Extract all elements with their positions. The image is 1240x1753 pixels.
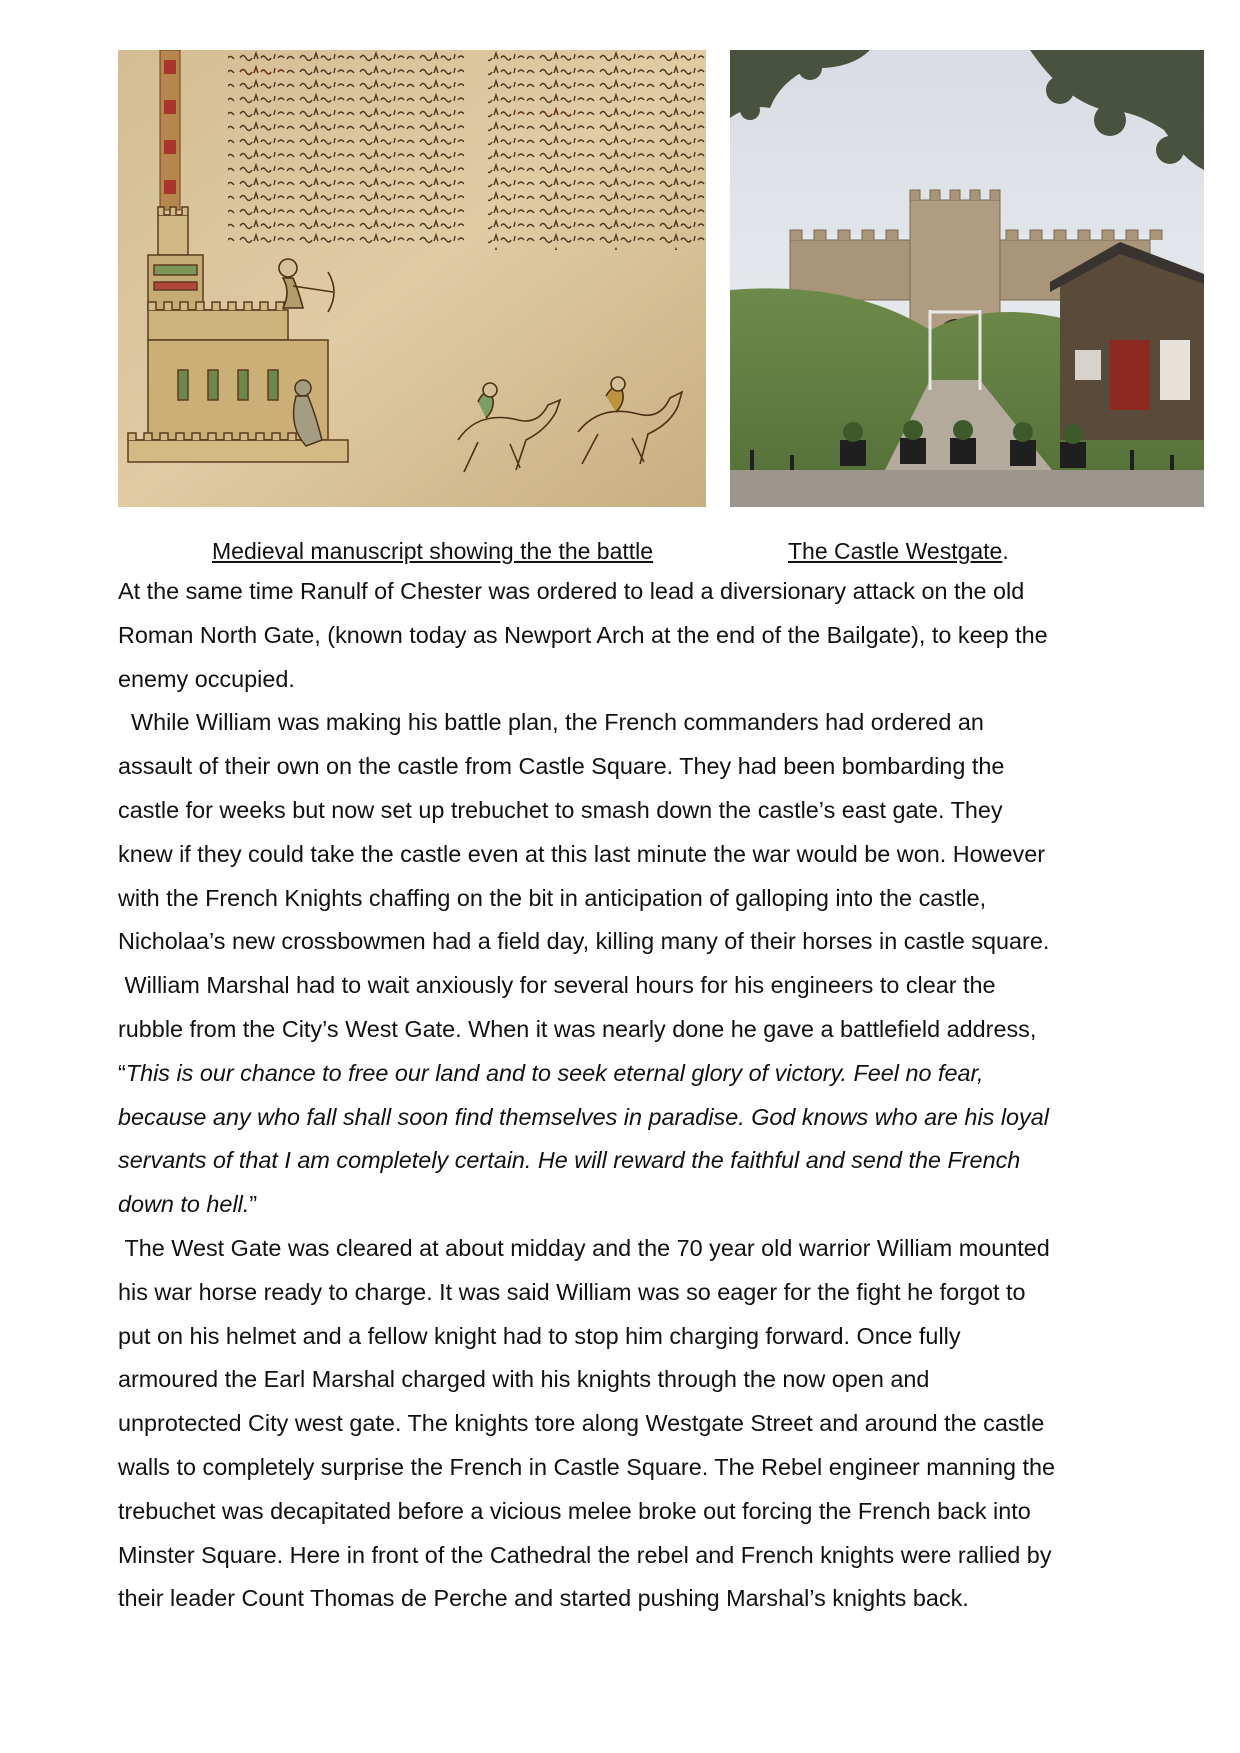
manuscript-caption — [212, 536, 653, 566]
text-line: put on his helmet and a fellow knight had to stop him charging forward. Once fully — [118, 1322, 961, 1349]
text-line: walls to completely surprise the French in Castle Square. The Rebel engineer manning the — [118, 1453, 1055, 1480]
text-line: assault of their own on the castle from Castle Square. They had been bombarding the — [118, 753, 1005, 780]
castle-caption-suffix: . — [1002, 538, 1009, 564]
text-line: The West Gate was cleared at about midday and the 70 year old warrior William mounted — [118, 1234, 1050, 1261]
quote-line: servants of that I am completely certain. He will reward the faithful and send the French — [118, 1147, 1021, 1174]
text-line: their leader Count Thomas de Perche and started pushing Marshal’s knights back. — [118, 1585, 969, 1612]
quote-text: This is our chance to free our land and to seek eternal glory of victory. Feel no fear, — [125, 1059, 984, 1086]
text-line: armoured the Earl Marshal charged with his knights through the now open and — [118, 1366, 930, 1393]
quote-line: because any who fall shall soon find themselves in paradise. God knows who are his loyal — [118, 1103, 1049, 1130]
text-line: Nicholaa’s new crossbowmen had a field day, killing many of their horses in castle square. — [118, 928, 1050, 955]
manuscript-illustration — [118, 50, 706, 507]
manuscript-image — [118, 50, 706, 507]
text-line: William Marshal had to wait anxiously for several hours for his engineers to clear the — [118, 972, 996, 999]
text-line: his war horse ready to charge. It was said William was so eager for the fight he forgot to — [118, 1278, 1026, 1305]
text-line: While William was making his battle plan, the French commanders had ordered an — [118, 709, 984, 736]
text-line: At the same time Ranulf of Chester was ordered to lead a diversionary attack on the old — [118, 578, 1025, 604]
text-line: knew if they could take the castle even at this last minute the war would be won. However — [118, 840, 1046, 867]
quote-line — [118, 1052, 1128, 1096]
castle-westgate-image — [730, 50, 1204, 507]
text-line: rubble from the City’s West Gate. When it was nearly done he gave a battlefield address, — [118, 1015, 1037, 1042]
text-line: enemy occupied. — [118, 665, 295, 692]
castle-caption — [788, 536, 1009, 566]
quote-line — [118, 1183, 1128, 1227]
text-line: trebuchet was decapitated before a vicious melee broke out forcing the French back into — [118, 1497, 1031, 1524]
castle-caption-text: The Castle Westgate — [788, 538, 1003, 564]
quote-close-mark: ” — [249, 1191, 258, 1218]
quote-text: down to hell. — [118, 1191, 250, 1218]
text-line: Roman North Gate, (known today as Newport Arch at the end of the Bailgate), to keep the — [118, 621, 1048, 648]
quote-open-mark: “ — [118, 1059, 126, 1086]
text-line: with the French Knights chaffing on the bit in anticipation of galloping into the castle, — [118, 884, 987, 911]
text-line: Minster Square. Here in front of the Cathedral the rebel and French knights were rallied by — [118, 1541, 1052, 1568]
castle-photo — [730, 50, 1204, 507]
manuscript-caption-text: Medieval manuscript showing the the battle — [212, 538, 654, 564]
text-line: castle for weeks but now set up trebuchet to smash down the castle’s east gate. They — [118, 796, 1003, 823]
body-text — [118, 570, 1128, 1621]
text-line: unprotected City west gate. The knights tore along Westgate Street and around the castle — [118, 1410, 1045, 1437]
